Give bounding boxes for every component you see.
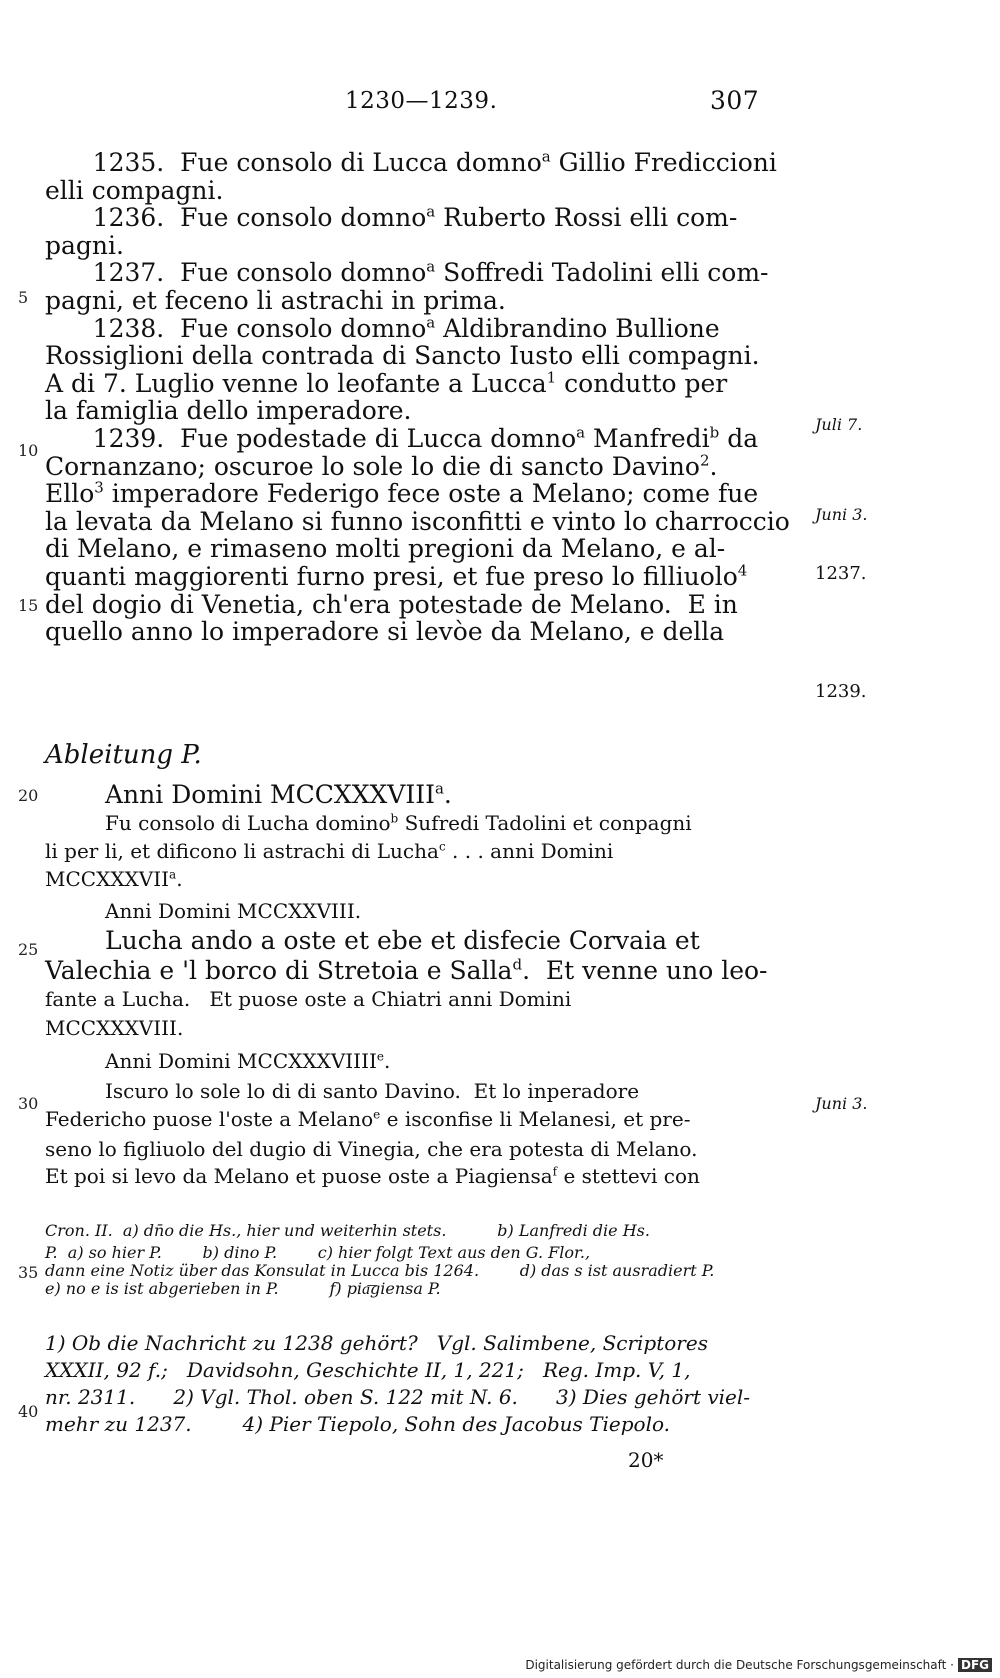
footnote-line: mehr zu 1237. 4) Pier Tiepolo, Sohn des Jacobus Tiepolo. <box>45 1412 671 1436</box>
text-segment: MCCXXXVII <box>45 867 170 891</box>
text-segment: . Et venne uno leo- <box>522 956 768 985</box>
line-number: 25 <box>18 940 39 959</box>
credit-text: Digitalisierung gefördert durch die Deutsche Forschungsgemeinschaft · <box>525 1658 954 1672</box>
text-segment: Cornanzano; oscuroe lo sole lo die di sancto Davino <box>45 451 700 481</box>
text-line <box>45 617 805 646</box>
signature-mark: 20* <box>628 1448 664 1472</box>
text-segment: Rossiglioni della contrada di Sancto Iusto elli compagni. <box>45 341 760 371</box>
text-segment: . <box>709 451 718 481</box>
text-segment: Ruberto Rossi elli com- <box>435 203 738 233</box>
digitization-credit <box>525 1658 992 1672</box>
line-number: 10 <box>18 441 39 460</box>
text-segment: 1237. Fue consolo domno <box>45 258 427 288</box>
text-segment: pagni. <box>45 230 124 260</box>
text-segment: Lucha ando a oste et ebe et disfecie Corvaia et <box>105 926 700 955</box>
note-marker: b <box>709 423 720 442</box>
text-line <box>45 956 805 985</box>
note-marker: a <box>426 258 436 277</box>
note-marker: b <box>390 811 399 826</box>
text-line <box>45 452 805 481</box>
text-line <box>45 866 805 892</box>
note-marker: c <box>438 839 446 854</box>
text-segment: Aldibrandino Bullione <box>435 313 720 343</box>
line-number: 35 <box>18 1263 39 1282</box>
text-segment: quanti maggiorenti furno presi, et fue preso lo filliuolo <box>45 562 738 591</box>
note-marker: a <box>434 779 444 798</box>
text-segment: Soffredi Tadolini elli com- <box>435 258 769 288</box>
text-segment: Gillio Frediccioni <box>550 148 777 177</box>
note-marker: 2 <box>699 451 710 470</box>
apparatus-line: Cron. II. a) dn̄o die Hs., hier und weiterhin stets. b) Lanfredi die Hs. <box>45 1221 650 1240</box>
text-segment: Manfredi <box>585 424 710 453</box>
note-marker: a <box>426 202 436 221</box>
text-segment: . <box>383 1049 391 1073</box>
text-segment: elli compagni. <box>45 175 224 205</box>
text-segment: Anni Domini MCCXXXVIIII <box>105 1049 377 1073</box>
text-segment: Iscuro lo sole lo di di santo Davino. Et lo inperadore <box>105 1079 640 1103</box>
text-line <box>45 1015 805 1041</box>
text-segment: Et poi si levo da Melano et puose oste a Piagiensa <box>45 1164 553 1188</box>
text-line <box>45 203 805 232</box>
text-line <box>45 258 805 287</box>
text-segment: pagni, et feceno li astrachi in prima. <box>45 286 506 315</box>
note-marker: a <box>169 867 177 882</box>
text-line <box>45 286 805 315</box>
text-segment: quello anno lo imperadore si levòe da Melano, e della <box>45 617 725 647</box>
text-segment: di Melano, e rimaseno molti pregioni da Melano, e al- <box>45 534 726 564</box>
text-line <box>45 507 805 536</box>
text-segment: condutto per <box>556 368 728 398</box>
text-segment: 1235. Fue consolo di Lucca domno <box>45 148 542 177</box>
text-line <box>45 1136 805 1162</box>
section-title: Ableitung P. <box>45 740 202 770</box>
text-segment: Anni Domini MCCXXXVIII <box>105 780 435 809</box>
text-line <box>45 176 805 205</box>
apparatus-line: dann eine Notiz über das Konsulat in Lucca bis 1264. d) das s ist ausradiert P. <box>45 1261 715 1280</box>
text-segment: la levata da Melano si funno isconfitti e vinto lo charroccio <box>45 506 790 536</box>
note-marker: a <box>426 313 436 332</box>
text-segment: Sufredi Tadolini et conpagni <box>398 811 692 835</box>
text-segment: da <box>719 424 759 453</box>
text-segment: del dogio di Venetia, ch'era potestade de Melano. E in <box>45 589 738 619</box>
margin-note-year: 1237. <box>815 563 867 584</box>
note-marker: e <box>373 1107 381 1122</box>
text-segment: Ello <box>45 479 95 509</box>
text-segment: 1238. Fue consolo domno <box>45 313 427 343</box>
footnote-line: 1) Ob die Nachricht zu 1238 gehört? Vgl. Salimbene, Scriptores <box>45 1331 708 1355</box>
text-segment: Valechia e 'l borco di Stretoia e Salla <box>45 956 513 985</box>
text-line <box>105 1048 805 1074</box>
note-marker: a <box>541 147 551 166</box>
text-line <box>45 1163 805 1189</box>
note-marker: d <box>512 955 523 974</box>
text-segment: fante a Lucha. Et puose oste a Chiatri anni Domini <box>45 987 572 1011</box>
text-line <box>45 314 805 343</box>
line-number: 5 <box>18 288 29 307</box>
text-line <box>45 986 805 1012</box>
text-line <box>45 1106 805 1132</box>
text-line <box>105 926 805 955</box>
margin-note-date: Juli 7. <box>815 415 863 434</box>
text-segment: . <box>443 780 452 809</box>
note-marker: f <box>552 1164 558 1179</box>
text-line <box>45 838 805 864</box>
margin-note-year: 1239. <box>815 681 867 702</box>
text-line <box>105 1078 805 1104</box>
text-segment: . . . anni Domini <box>445 839 614 863</box>
note-marker: a <box>576 423 586 442</box>
note-marker: 4 <box>737 561 748 580</box>
margin-note-date: Juni 3. <box>815 1094 868 1113</box>
text-segment: MCCXXXVIII. <box>45 1016 184 1040</box>
text-segment: imperadore Federigo fece oste a Melano; come fue <box>103 479 759 509</box>
text-line <box>45 424 805 453</box>
text-line <box>45 479 805 508</box>
text-segment: 1239. Fue podestade di Lucca domno <box>45 424 577 453</box>
text-line <box>45 590 805 619</box>
text-segment: la famiglia dello imperadore. <box>45 396 412 426</box>
text-line <box>45 231 805 260</box>
page-number: 307 <box>710 86 760 115</box>
text-segment: e stettevi con <box>557 1164 700 1188</box>
line-number: 20 <box>18 786 39 805</box>
line-number: 15 <box>18 596 39 615</box>
text-line <box>45 369 805 398</box>
line-number: 30 <box>18 1094 39 1113</box>
text-segment: Fu consolo di Lucha domino <box>105 811 391 835</box>
text-segment: Anni Domini MCCXXVIII. <box>105 899 362 923</box>
dfg-logo: DFG <box>958 1658 992 1672</box>
footnote-line: nr. 2311. 2) Vgl. Thol. oben S. 122 mit N. 6. 3) Dies gehört viel- <box>45 1385 751 1409</box>
text-line <box>105 898 805 924</box>
text-segment: li per li, et dificono li astrachi di Lucha <box>45 839 439 863</box>
text-line <box>105 810 805 836</box>
text-line <box>45 562 805 591</box>
text-line <box>105 780 805 809</box>
note-marker: 3 <box>94 478 104 497</box>
running-title: 1230—1239. <box>345 88 498 114</box>
text-segment: Federicho puose l'oste a Melano <box>45 1107 374 1131</box>
footnote-line: XXXII, 92 f.; Davidsohn, Geschichte II, 1, 221; Reg. Imp. V, 1, <box>45 1358 691 1382</box>
note-marker: 1 <box>546 368 557 387</box>
text-segment: seno lo figliuolo del dugio di Vinegia, che era potesta di Melano. <box>45 1137 698 1161</box>
apparatus-line: P. a) so hier P. b) dino P. c) hier folgt Text aus den G. Flor., <box>45 1243 591 1262</box>
text-segment: e isconfise li Melanesi, et pre- <box>380 1107 691 1131</box>
text-line <box>45 396 805 425</box>
text-line <box>45 534 805 563</box>
margin-note-date: Juni 3. <box>815 505 868 524</box>
note-marker: e <box>376 1049 384 1064</box>
text-segment: . <box>176 867 183 891</box>
text-line <box>45 341 805 370</box>
text-segment: 1236. Fue consolo domno <box>45 203 427 233</box>
line-number: 40 <box>18 1402 39 1421</box>
apparatus-line: e) no e is ist abgerieben in P. f) pia͞giensa P. <box>45 1279 441 1298</box>
text-segment: A di 7. Luglio venne lo leofante a Lucca <box>45 368 547 398</box>
text-line <box>45 148 805 177</box>
